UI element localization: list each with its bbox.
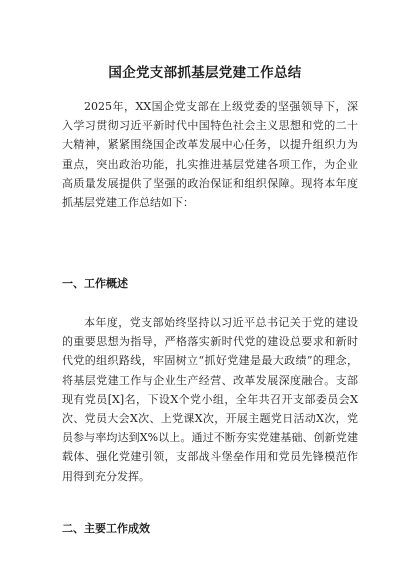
section-heading-achievements: 二、主要工作成效 <box>62 522 150 535</box>
document-title: 国企党支部抓基层党建工作总结 <box>108 65 302 81</box>
overview-paragraph: 本年度，党支部始终坚持以习近平总书记关于党的建设的重要思想为指导，严格落实新时代党的建设总要求和新时代党的组织路线，牢固树立“抓好党建是最大政绩”的理念，将基层党建工作与企业生产经营、改革发展深度融合。支部现有党员[X]名，下设X个党小组，全年共召开支部委员会X次、党员大会X次、上党课X次，开展主题党日活动X次，党员参与率均达到X%以上。通过不断夯实党建基础、创新党建载体、强化党建引领，支部战斗堡垒作用和党员先锋模范作用得到充分发挥。 <box>62 316 358 483</box>
intro-paragraph: 2025年，XX国企党支部在上级党委的坚强领导下，深入学习贯彻习近平新时代中国特色社会主义思想和党的二十大精神，紧紧围绕国企改革发展中心任务，以提升组织力为重点，突出政治功能，扎实推进基层党建各项工作，为企业高质量发展提供了坚强的政治保证和组织保障。现将本年度抓基层党建工作总结如下： <box>62 100 358 210</box>
section-heading-overview: 一、工作概述 <box>62 277 128 290</box>
